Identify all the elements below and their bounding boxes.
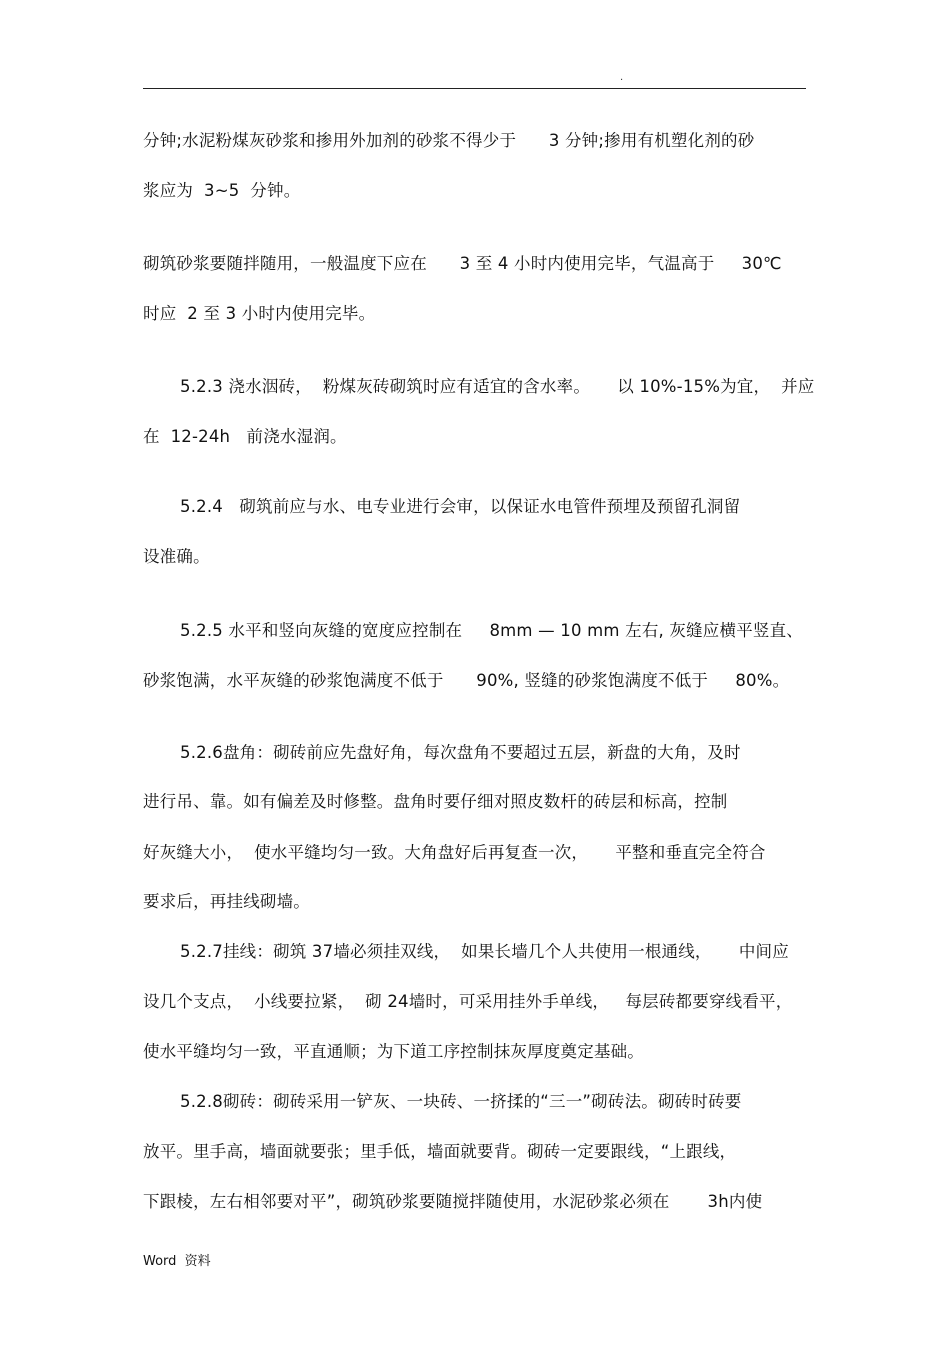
text-line: 进行吊、靠。如有偏差及时修整。盘角时要仔细对照皮数杆的砖层和标高，控制 bbox=[143, 792, 728, 811]
text-line: 使水平缝均匀一致，平直通顺；为下道工序控制抹灰厚度奠定基础。 bbox=[143, 1042, 644, 1061]
text-line: 5.2.8砌砖：砌砖采用一铲灰、一块砖、一挤揉的“三一”砌砖法。砌砖时砖要 bbox=[180, 1092, 742, 1111]
text-line: 设几个支点， 小线要拉紧， 砌 24墙时，可采用挂外手单线， 每层砖都要穿线看平， bbox=[143, 992, 793, 1011]
text-line: 5.2.5 水平和竖向灰缝的宽度应控制在 8mm — 10 mm 左右, 灰缝应横平竖直、 bbox=[180, 621, 804, 640]
text-line: 时应 2 至 3 小时内使用完毕。 bbox=[143, 304, 376, 323]
text-line: 浆应为 3~5 分钟。 bbox=[143, 181, 301, 200]
text-line: 5.2.3 浇水洇砖， 粉煤灰砖砌筑时应有适宜的含水率。 以 10%-15%为宜， 并应 bbox=[180, 377, 815, 396]
text-line: 下跟棱，左右相邻要对平”，砌筑砂浆要随搅拌随使用，水泥砂浆必须在 3h内使 bbox=[143, 1192, 763, 1211]
text-line: 5.2.4 砌筑前应与水、电专业进行会审，以保证水电管件预埋及预留孔洞留 bbox=[180, 497, 741, 516]
text-line: 要求后，再挂线砌墙。 bbox=[143, 892, 310, 911]
text-line: 分钟;水泥粉煤灰砂浆和掺用外加剂的砂浆不得少于 3 分钟;掺用有机塑化剂的砂 bbox=[143, 131, 755, 150]
text-line: 5.2.6盘角：砌砖前应先盘好角，每次盘角不要超过五层，新盘的大角，及时 bbox=[180, 743, 741, 762]
text-line: 5.2.7挂线：砌筑 37墙必须挂双线， 如果长墙几个人共使用一根通线， 中间应 bbox=[180, 942, 789, 961]
text-line: 在 12-24h 前浇水湿润。 bbox=[143, 427, 347, 446]
text-line: 砂浆饱满，水平灰缝的砂浆饱满度不低于 90%, 竖缝的砂浆饱满度不低于 80%。 bbox=[143, 671, 790, 690]
text-line: 好灰缝大小， 使水平缝均匀一致。大角盘好后再复查一次， 平整和垂直完全符合 bbox=[143, 843, 766, 862]
header-mark: . bbox=[620, 72, 624, 83]
footer-label: Word 资料 bbox=[143, 1254, 211, 1269]
text-line: 设准确。 bbox=[143, 547, 210, 566]
text-line: 砌筑砂浆要随拌随用，一般温度下应在 3 至 4 小时内使用完毕，气温高于 30℃ bbox=[143, 254, 782, 273]
text-line: 放平。里手高，墙面就要张；里手低，墙面就要背。砌砖一定要跟线，“上跟线， bbox=[143, 1142, 737, 1161]
header-rule bbox=[143, 88, 806, 89]
